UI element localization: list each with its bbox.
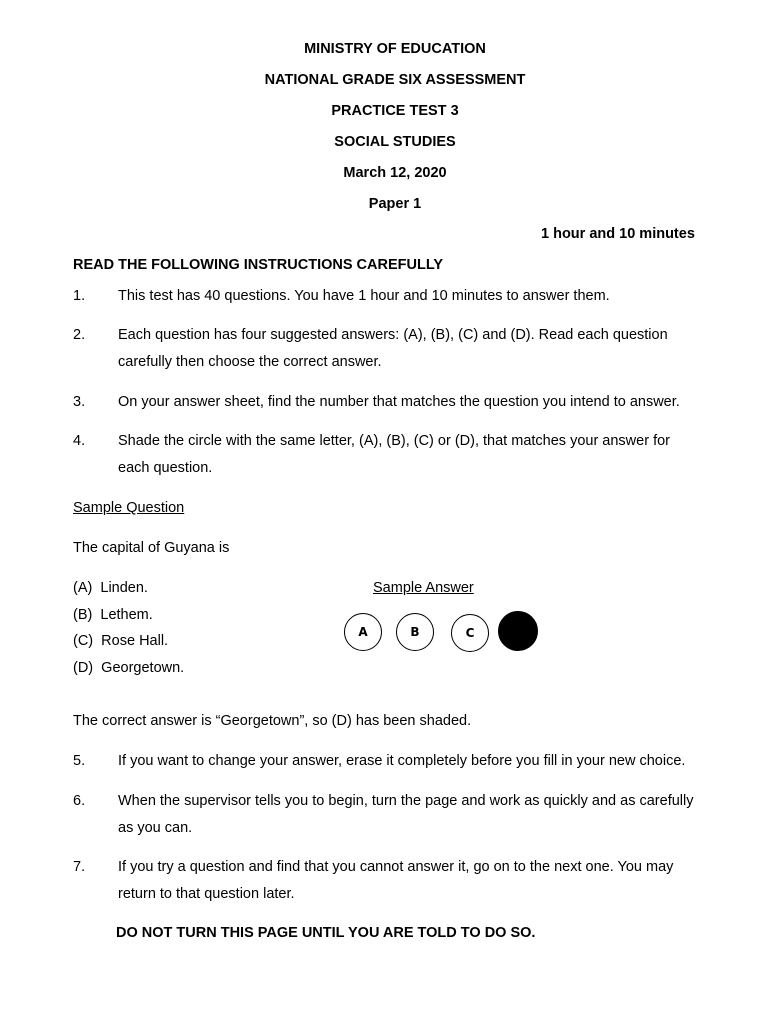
sample-option-b: (B) Lethem.: [73, 607, 153, 623]
instruction-line: On your answer sheet, find the number that matches the question you intend to answer.: [118, 394, 680, 410]
instruction-text: [118, 854, 673, 908]
bubble-label: A: [358, 625, 368, 639]
bubble-label: B: [410, 625, 420, 639]
instruction-number: 6.: [73, 793, 86, 809]
answer-bubble-b: [396, 613, 434, 651]
subject-title: SOCIAL STUDIES: [334, 134, 456, 150]
answer-bubble-d-shaded: [498, 611, 538, 651]
sample-answer-heading: Sample Answer: [373, 580, 474, 596]
instruction-line: This test has 40 questions. You have 1 hour and 10 minutes to answer them.: [118, 288, 610, 304]
instruction-text: [118, 322, 668, 376]
instruction-line: If you want to change your answer, erase it completely before you fill in your new choice.: [118, 753, 686, 769]
instruction-line: Shade the circle with the same letter, (A), (B), (C) or (D), that matches your answer for: [118, 433, 670, 449]
instructions-heading: READ THE FOLLOWING INSTRUCTIONS CAREFULLY: [73, 257, 444, 273]
sample-question-heading: Sample Question: [73, 500, 185, 516]
practice-test-title: PRACTICE TEST 3: [331, 103, 459, 119]
instruction-line: as you can.: [118, 820, 193, 836]
instruction-text: [118, 283, 610, 310]
exam-duration: 1 hour and 10 minutes: [541, 226, 695, 242]
instruction-line: When the supervisor tells you to begin, turn the page and work as quickly and as carefully: [118, 793, 694, 809]
instruction-line: carefully then choose the correct answer.: [118, 354, 382, 370]
exam-date: March 12, 2020: [343, 165, 447, 181]
instruction-line: each question.: [118, 460, 213, 476]
instruction-number: 5.: [73, 753, 86, 769]
sample-option-a: (A) Linden.: [73, 580, 148, 596]
instruction-text: [118, 788, 693, 842]
instruction-number: 3.: [73, 394, 86, 410]
ministry-title: MINISTRY OF EDUCATION: [304, 41, 486, 57]
instruction-text: [118, 428, 670, 482]
instruction-number: 1.: [73, 288, 86, 304]
instruction-number: 2.: [73, 327, 86, 343]
sample-question-text: The capital of Guyana is: [73, 540, 230, 556]
answer-bubble-c: [451, 614, 489, 652]
instruction-line: If you try a question and find that you cannot answer it, go on to the next one. You may: [118, 859, 674, 875]
footer-warning: DO NOT TURN THIS PAGE UNTIL YOU ARE TOLD TO DO SO.: [116, 925, 536, 941]
bubble-label: C: [465, 626, 475, 640]
instruction-text: [118, 389, 680, 416]
instruction-number: 7.: [73, 859, 86, 875]
instruction-line: Each question has four suggested answers: (A), (B), (C) and (D). Read each question: [118, 327, 668, 343]
sample-option-d: (D) Georgetown.: [73, 660, 185, 676]
sample-explanation: The correct answer is “Georgetown”, so (D) has been shaded.: [73, 713, 472, 729]
instruction-line: return to that question later.: [118, 886, 295, 902]
sample-option-c: (C) Rose Hall.: [73, 633, 169, 649]
instruction-text: [118, 748, 685, 775]
paper-number: Paper 1: [368, 196, 422, 212]
assessment-title: NATIONAL GRADE SIX ASSESSMENT: [264, 72, 526, 88]
answer-bubble-a: [344, 613, 382, 651]
instruction-number: 4.: [73, 433, 86, 449]
